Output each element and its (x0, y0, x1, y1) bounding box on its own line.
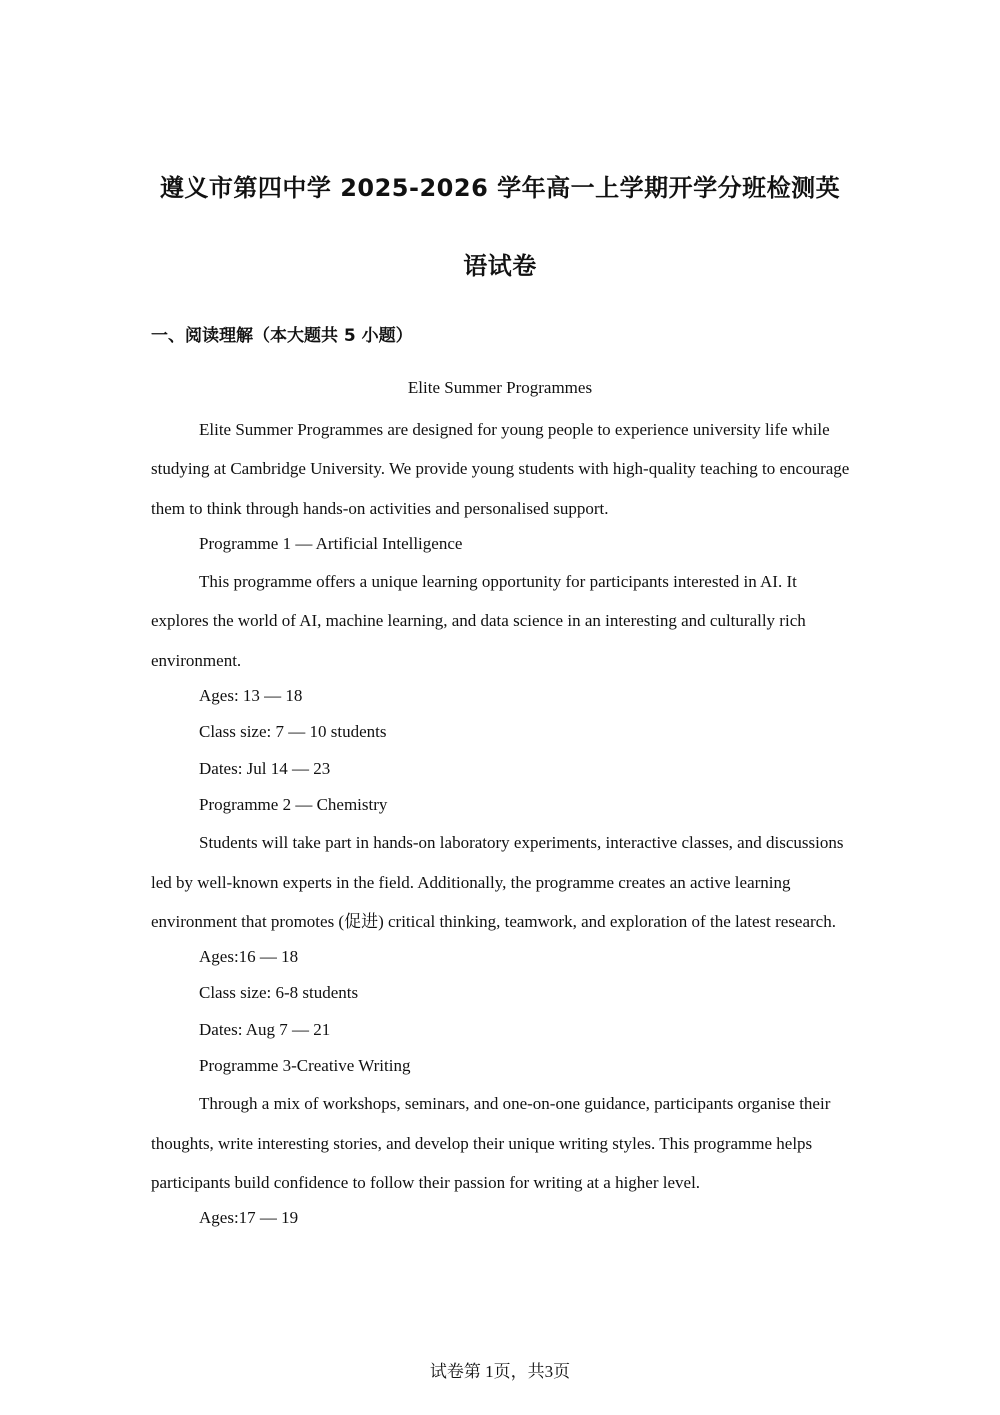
exam-title-line2: 语试卷 (463, 252, 537, 280)
passage-intro: Elite Summer Programmes are designed for young people to experience university life while studying at Cambridge University. We provide young students with high-quality teaching to encourage them to think through hands-on activities and personalised support. (151, 420, 850, 518)
section-heading: 一、阅读理解（本大题共 5 小题） (151, 326, 413, 346)
programme-1-class-size: Class size: 7 — 10 students (199, 722, 387, 742)
programme-2-ages: Ages:16 — 18 (199, 947, 299, 967)
programme-3-description: Through a mix of workshops, seminars, and one-on-one guidance, participants organise their thoughts, write interesting stories, and develop their unique writing styles. This programme helps participants build confidence to follow their passion for writing at a higher level. (151, 1094, 831, 1192)
programme-3-heading: Programme 3-Creative Writing (199, 1056, 411, 1076)
page-footer: 试卷第 1页，共3页 (429, 1362, 571, 1381)
programme-2-dates: Dates: Aug 7 — 21 (199, 1019, 331, 1039)
passage-title: Elite Summer Programmes (407, 378, 593, 397)
passage-body (151, 410, 851, 1237)
programme-1-description: This programme offers a unique learning opportunity for participants interested in AI. It explores the world of AI, machine learning, and data science in an interesting and culturally rich environment. (151, 572, 806, 670)
programme-2-description: Students will take part in hands-on laboratory experiments, interactive classes, and discussions led by well-known experts in the field. Additionally, the programme creates an active learning environment that promotes (促进) critical thinking, teamwork, and exploration of the latest research. (151, 833, 844, 931)
programme-1-dates: Dates: Jul 14 — 23 (199, 758, 331, 778)
programme-1-ages: Ages: 13 — 18 (199, 686, 303, 706)
programme-2-class-size: Class size: 6-8 students (199, 983, 359, 1003)
exam-title-line1: 遵义市第四中学 2025-2026 学年高一上学期开学分班检测英 (159, 174, 841, 202)
programme-2-heading: Programme 2 — Chemistry (199, 794, 388, 814)
programme-3-ages: Ages:17 — 19 (199, 1208, 299, 1228)
programme-1-heading: Programme 1 — Artificial Intelligence (199, 533, 463, 553)
